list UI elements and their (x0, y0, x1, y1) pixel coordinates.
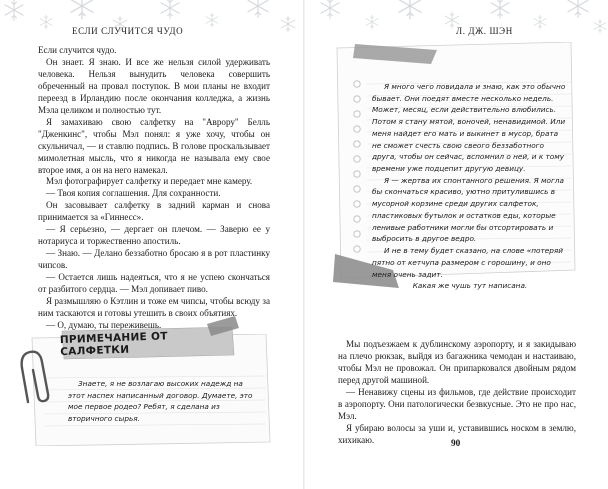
notebook-paragraph: Какая же чушь тут написана. (412, 281, 528, 291)
paragraph: Мы подъезжаем к дублинскому аэропорту, и я закидываю на плечо рюкзак, выйдя из багажника чемодан и настаиваю, чтобы Мэл не провожал. Он припарковался двойным рядом перед другой машиной. (338, 339, 576, 385)
paragraph: — Твоя копия соглашения. Для сохранности. (46, 188, 221, 199)
note-text (68, 378, 254, 425)
note-paragraph: Знаете, я не возлагаю высоких надежд на этот наспех написанный договор. Думаете, это мое первое родео? Ребят, я сделана из вторичного сырья. (68, 379, 253, 424)
paperclip-icon (14, 348, 58, 406)
right-running-head: Л. ДЖ. ШЭН (456, 26, 513, 36)
paragraph: Он знает. Я знаю. И все же нельзя силой удерживать человека. Нельзя вынудить человека совершить обреченный на провал поступок. В мои планы не входит переезд в Ирландию после окончания колледжа, а жизнь Мэла целиком и полностью тут. (38, 56, 270, 115)
paragraph: Я замахиваю свою салфетку на "Аврору" Белль "Дженкинс", чтобы Мэл понял: я уже хочу, чтобы он скульничал, — и ставлю подпись. В голове проскальзывает мимолетная мысль, что я никогда не называла ему свое второе имя, а он на него намекал. (38, 116, 270, 175)
paragraph: — Я серьезно, — дергает он плечом. — Заверю ее у нотариуса и торжественно апостиль. (38, 224, 270, 247)
paragraph: Мэл фотографирует салфетку и передает мне камеру. (46, 176, 253, 187)
page-number: 90 (451, 439, 461, 449)
paragraph: Я размышляю о Кэтлин и тоже ем чипсы, чтобы всюду за ним таскаются и готовы утешить в своих объятиях. (38, 296, 270, 318)
paragraph: — Остается лишь надеяться, что я не успею скончаться от разбитого сердца. — Мэл допивает пиво. (38, 272, 270, 295)
notebook-paragraph: Я — жертва их спонтанного решения. Я могла бы скончаться красиво, уютно притулившись в мусорной корзине среди других салфеток, пластиковых бутылок и остатков еды, которые ленивые работники могли бы отсортировать и выбросить в другое ведро. (372, 175, 564, 244)
notebook-paragraph: Я много чего повидала и знаю, как это обычно бывает. Они поедят вместе несколько недель. Может, месяц, если действительно влюбились. Потом я стану мятой, воночей, ненавидимой. Или меня найдет его мать и выкинет в мусор, брата не сможет счесть свою свеого беззаботного друга, чтобы он сейчас, вспомнил о ней, и к тому времени уже подцепит другую девицу. (372, 82, 566, 174)
note-title: ПРИМЕЧАНИЕ ОТ САЛФЕТКИ (59, 330, 168, 359)
left-running-head: ЕСЛИ СЛУЧИТСЯ ЧУДО (72, 26, 184, 36)
paragraph: Я убираю волосы за уши и, уставившись носком в землю, хихикаю. (338, 422, 576, 445)
notebook-paragraph: И не в тему будет сказано, на слове «потеряй пятно от кетчупа размером с горошину, и оно меня очень задит. (372, 246, 563, 279)
paragraph: — О, думаю, ты переживешь. (46, 319, 162, 330)
paragraph: Если случится чудо. (38, 45, 117, 55)
tape-strip-icon (205, 316, 241, 336)
paragraph: — Знаю. — Делано беззаботно бросаю я в рот пластинку чипсов. (38, 248, 270, 271)
right-body-text (338, 339, 576, 447)
paragraph: — Ненавижу сцены из фильмов, где действие происходит в аэропорту. Они патологически безвкусные. Это не про нас, Мэл. (338, 386, 576, 421)
paragraph: Он засовывает салфетку в задний карман и снова принимается за «Гиннесс». (38, 200, 270, 223)
notebook-text (372, 81, 568, 292)
left-body-text (38, 45, 270, 332)
